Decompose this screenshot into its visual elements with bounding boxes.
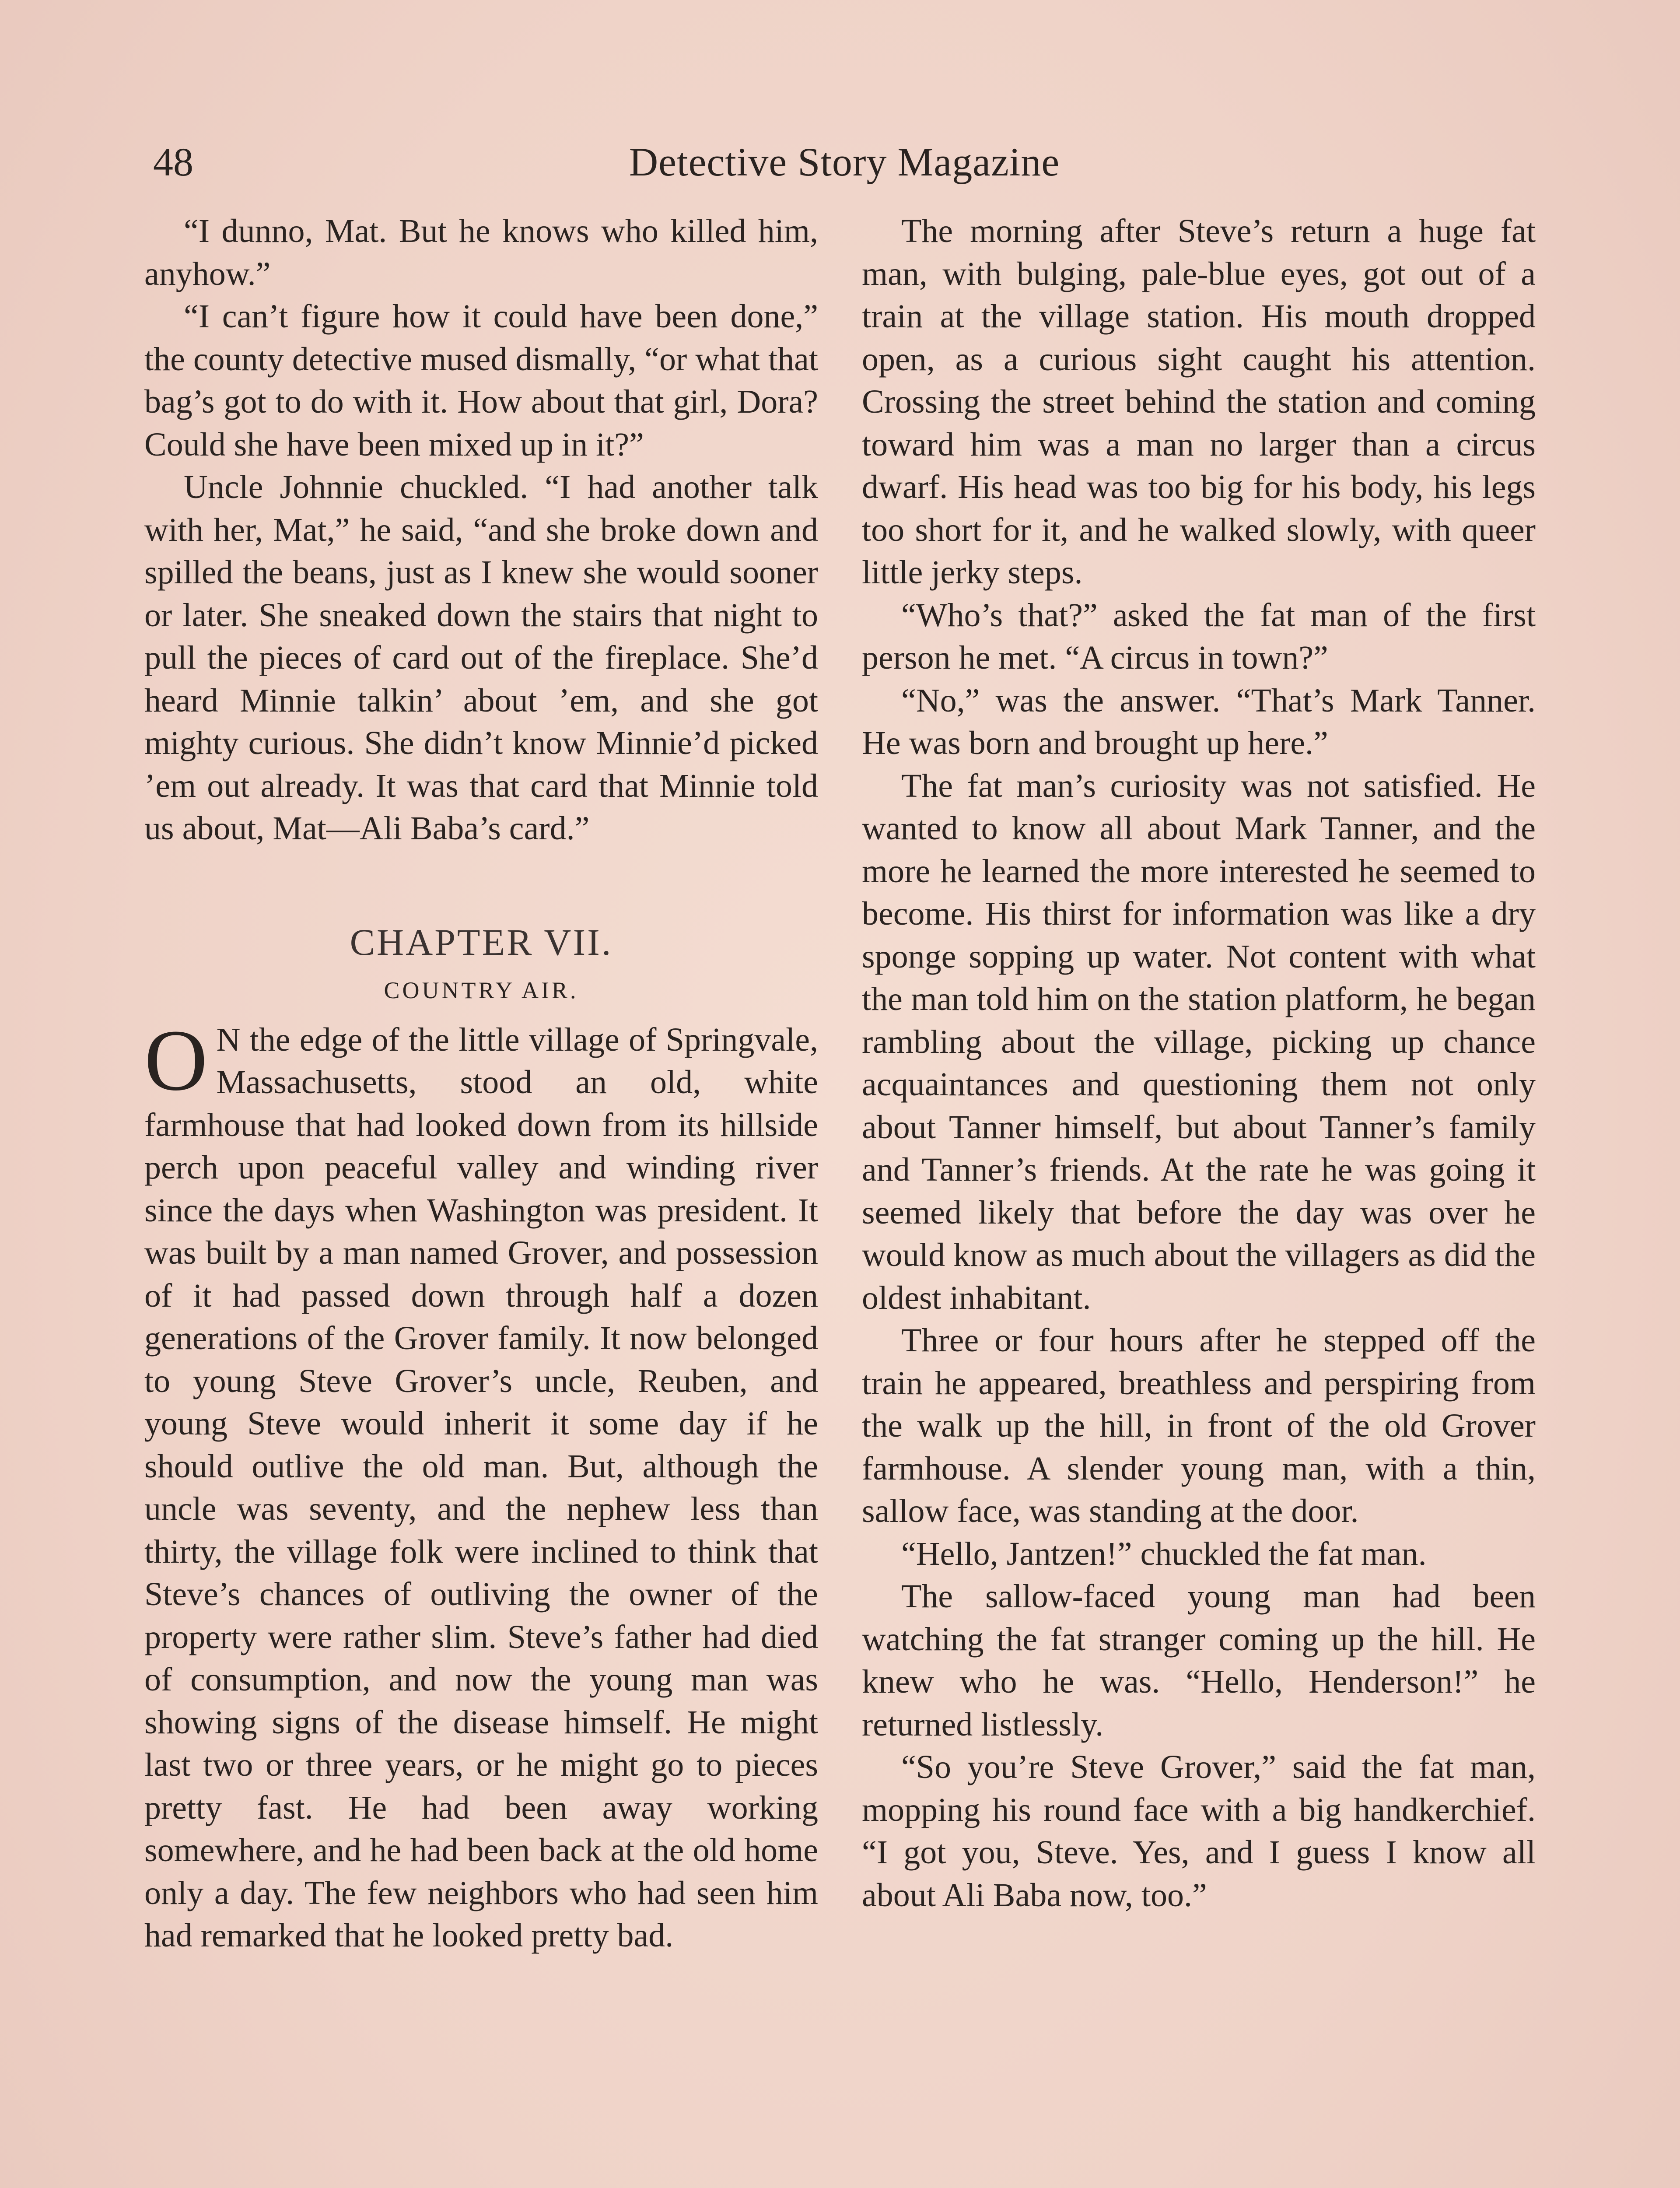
paragraph: The fat man’s curiosity was not satisfied. He wanted to know all about Mark Tanner, and the more he learned the more interested he seemed to become. His thirst for information was like a dry sponge sopping up water. Not content with what the man told him on the station platform, he began rambling about the village, picking up chance acquaintances and questioning them not only about Tanner himself, but about Tanner’s family and Tanner’s friends. At the rate he was going it seemed likely that before the day was over he would know as much about the villagers as did the oldest inhabitant. <box>862 767 1536 1316</box>
paragraph: Uncle Johnnie chuckled. “I had another talk with her, Mat,” he said, “and she broke down and spilled the beans, just as I knew she would sooner or later. She sneaked down the stairs that night to pull the pieces of card out of the fireplace. She’d heard Minnie talkin’ about ’em, and she got mighty curious. She didn’t know Minnie’d picked ’em out already. It was that card that Minnie told us about, Mat—Ali Baba’s card.” <box>144 469 818 847</box>
paragraph: “Hello, Jantzen!” chuckled the fat man. <box>901 1535 1427 1572</box>
paragraph: The morning after Steve’s return a huge fat man, with bulging, pale-blue eyes, got out of a train at the village station. His mouth dropped open, as a curious sight caught his attention. Crossing the street behind the station and coming toward him was a man no larger than a circus dwarf. His head was too big for his body, his legs too short for it, and he walked slowly, with queer little jerky steps. <box>862 213 1536 591</box>
paragraph: Three or four hours after he stepped off the train he appeared, breathless and perspiring from the walk up the hill, in front of the old Grover farmhouse. A slender young man, with a thin, sallow face, was standing at the door. <box>862 1322 1536 1529</box>
paragraph: “So you’re Steve Grover,” said the fat man, mopping his round face with a big handkerchief. “I got you, Steve. Yes, and I guess I know all about Ali Baba now, too.” <box>862 1749 1536 1914</box>
paragraph: The sallow-faced young man had been watching the fat stranger coming up the hill. He knew who he was. “Hello, Henderson!” he returned listlessly. <box>862 1578 1536 1743</box>
running-title: Detective Story Magazine <box>629 140 1060 184</box>
paragraph: “Who’s that?” asked the fat man of the first person he met. “A circus in town?” <box>862 596 1536 676</box>
paragraph: “I can’t figure how it could have been done,” the county detective mused dismally, “or what that bag’s got to do with it. How about that girl, Dora? Could she have been mixed up in it?” <box>144 298 818 463</box>
chapter-subtitle: COUNTRY AIR. <box>384 977 579 1003</box>
chapter-opening-paragraph <box>144 1012 818 1957</box>
chapter-heading: CHAPTER VII. <box>350 921 613 963</box>
right-column <box>862 210 1536 1917</box>
chapter-opening-text: N the edge of the little village of Springvale, Massachusetts, stood an old, white farmhouse that had looked down from its hillside perch upon peaceful valley and winding river since the days when Washington was president. It was built by a man named Grover, and possession of it had passed down through half a dozen generations of the Grover family. It now belonged to young Steve Grover’s uncle, Reuben, and young Steve would inherit it some day if he should outlive the old man. But, although the uncle was seventy, and the nephew less than thirty, the village folk were inclined to think that Steve’s chances of outliving the owner of the property were rather slim. Steve’s father had died of consumption, and now the young man was showing signs of the disease himself. He might last two or three years, or he might go to pieces pretty fast. He had been away working somewhere, and he had been back at the old home only a day. The few neighbors who had seen him had remarked that he looked pretty bad. <box>144 1021 818 1954</box>
drop-cap: O <box>144 1012 208 1109</box>
page-header <box>144 131 1544 193</box>
left-column <box>144 210 818 1957</box>
paragraph: “No,” was the answer. “That’s Mark Tanner. He was born and brought up here.” <box>862 682 1536 761</box>
paragraph: “I dunno, Mat. But he knows who killed him, anyhow.” <box>144 213 818 292</box>
page-number: 48 <box>153 140 193 184</box>
